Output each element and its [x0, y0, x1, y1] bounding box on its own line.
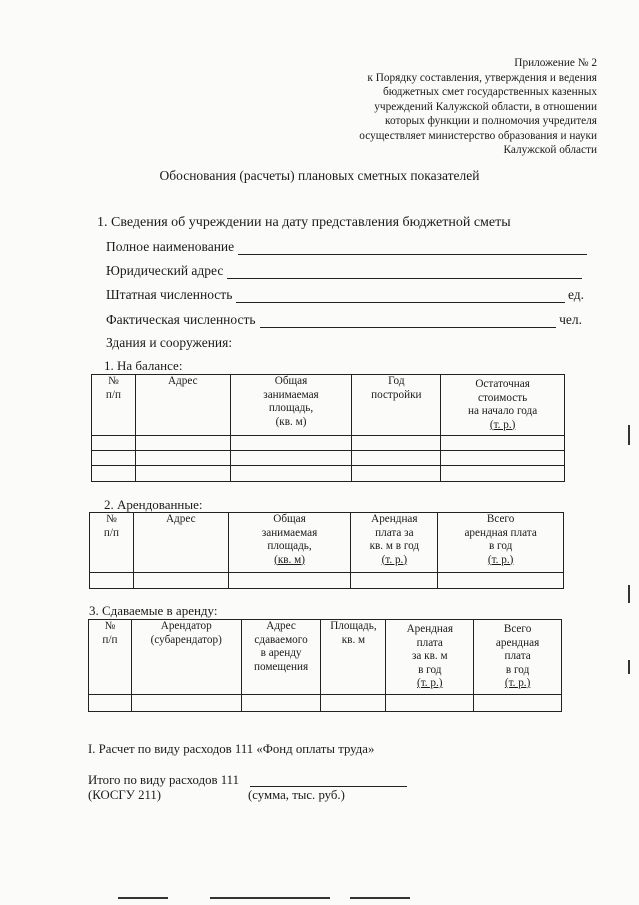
staff-count-row — [106, 285, 584, 303]
col-rent-per-sqm: Арендная плата за кв. м в год (т. р.) — [386, 620, 474, 695]
scan-artifact — [628, 585, 630, 603]
appendix-header — [297, 56, 597, 158]
col-address: Адрес — [133, 513, 228, 573]
rented-table — [89, 512, 564, 589]
full-name-field[interactable] — [238, 240, 587, 255]
table-header-row — [89, 620, 562, 695]
buildings-label: Здания и сооружения: — [106, 335, 233, 350]
actual-count-row — [106, 310, 582, 328]
scan-artifact — [210, 897, 330, 899]
actual-count-unit: чел. — [559, 312, 582, 327]
col-leased-address: Адрес сдаваемого в аренду помещения — [241, 620, 321, 695]
appendix-line: учреждений Калужской области, в отношении — [374, 100, 597, 113]
kosgu-label: (КОСГУ 211) — [88, 788, 162, 802]
appendix-line: Калужской области — [503, 144, 597, 156]
col-tenant: Арендатор (субарендатор) — [131, 620, 241, 695]
full-name-row — [106, 237, 587, 255]
balance-table — [91, 374, 565, 482]
table-header-row — [92, 375, 565, 436]
table-row — [92, 466, 565, 482]
page-title: Обоснования (расчеты) плановых сметных показателей — [159, 168, 480, 183]
actual-count-label: Фактическая численность — [106, 312, 256, 327]
table-row — [92, 451, 565, 466]
col-area: Общая занимаемая площадь, (кв. м) — [230, 375, 352, 436]
appendix-line: которых функции и полномочия учредителя — [385, 115, 597, 127]
full-name-label: Полное наименование — [106, 239, 235, 254]
staff-count-field[interactable] — [236, 288, 565, 303]
table-header-row — [90, 513, 564, 573]
col-total-rent: Всего арендная плата в год (т. р.) — [474, 620, 562, 695]
table-row — [89, 695, 562, 712]
legal-address-row — [106, 261, 582, 279]
col-address: Адрес — [135, 375, 230, 436]
table-row — [90, 573, 564, 589]
staff-count-unit: ед. — [567, 287, 584, 302]
appendix-line: к Порядку составления, утверждения и ведения — [367, 71, 597, 84]
calc-heading: I. Расчет по виду расходов 111 «Фонд оплаты труда» — [88, 742, 375, 756]
total-sum-field[interactable] — [250, 773, 407, 787]
col-area: Площадь, кв. м — [321, 620, 386, 695]
col-number: № п/п — [90, 513, 134, 573]
appendix-line: бюджетных смет государственных казенных — [382, 86, 597, 98]
section1-heading: 1. Сведения об учреждении на дату представления бюджетной сметы — [97, 215, 511, 230]
col-rent-per-sqm: Арендная плата за кв. м в год (т. р.) — [351, 513, 438, 573]
col-area: Общая занимаемая площадь, (кв. м) — [228, 513, 351, 573]
scan-artifact — [350, 897, 410, 899]
table1-caption: 1. На балансе: — [104, 358, 183, 373]
scan-artifact — [628, 425, 630, 445]
legal-address-label: Юридический адрес — [106, 263, 224, 278]
actual-count-field[interactable] — [260, 313, 557, 328]
col-number: № п/п — [89, 620, 132, 695]
sum-label: (сумма, тыс. руб.) — [248, 788, 345, 802]
col-residual: Остаточная стоимость на начало года (т. р.) — [441, 375, 565, 436]
leased-out-table — [88, 619, 562, 712]
scan-artifact — [118, 897, 168, 899]
col-year: Год постройки — [352, 375, 441, 436]
col-number: № п/п — [92, 375, 136, 436]
total-label: Итого по виду расходов 111 — [88, 773, 239, 787]
appendix-line: осуществляет министерство образования и науки — [359, 129, 597, 142]
staff-count-label: Штатная численность — [106, 287, 233, 302]
col-total-rent: Всего арендная плата в год (т. р.) — [438, 513, 564, 573]
table-row — [92, 436, 565, 451]
appendix-line: Приложение № 2 — [514, 57, 597, 69]
scan-artifact — [628, 660, 630, 674]
table2-caption: 2. Арендованные: — [104, 497, 203, 512]
table3-caption: 3. Сдаваемые в аренду: — [89, 603, 218, 618]
legal-address-field[interactable] — [227, 264, 582, 279]
